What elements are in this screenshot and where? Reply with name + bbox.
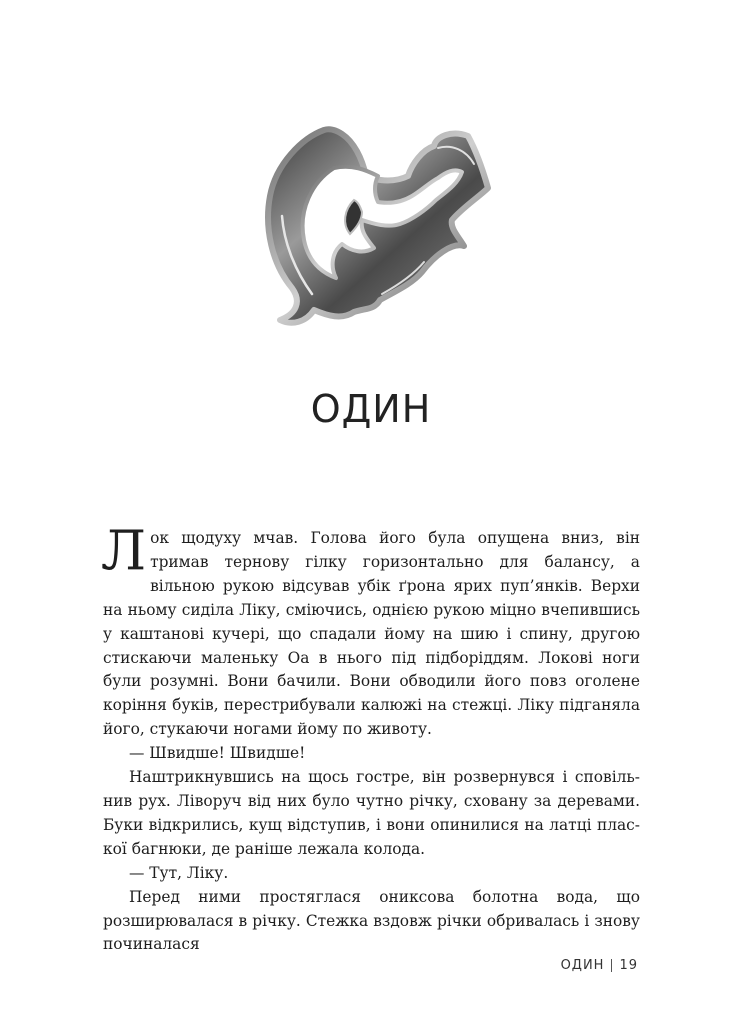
page-footer [561,958,638,973]
dialogue-line: — Тут, Ліку. [129,863,229,882]
running-head: ОДИН [560,958,605,973]
paragraph-text: ок щодуху мчав. Голова його була опущена вниз, він тримав тернову гілку горизонтально для балансу, а вільною рукою відсував убік ґрона ярих пуп’янків. Верхи на ньому сиділа Ліку, сміючись, однією рукою міцно вчепившись у каштанові кучері, що спадали йому на шию і спину, другою стискаючи маленьку Оа в нього під підборіддям. Локові ноги були розумні. Вони бачили. Вони обводили його повз оголене коріння буків, перестрибували калюжі на стежці. Ліку підганяла його, стукаючи ногами йому по животу. [103,529,640,739]
drop-cap: Л [101,519,147,582]
dialogue-line: — Швидше! Швидше! [129,744,306,763]
paragraph: Перед ними простяглася ониксова болотна вода, що розширювалася в річку. Стежка вздовж річки обривалась і знову починалася [103,887,640,954]
chapter-ornament-icon [262,124,498,336]
page-number: 19 [619,958,638,973]
paragraph [101,519,640,742]
footer-divider [611,959,612,972]
chapter-title: ОДИН [310,387,432,431]
paragraph: Наштрикнувшись на щось гостре, він розвернувся і сповільнив рух. Ліворуч від них було чутно річку, сховану за деревами. Буки відкрились, кущ відступив, і вони опинилися на латці пласкої багнюки, де раніше лежала колода. [103,768,640,858]
chapter-body-text [101,519,640,957]
